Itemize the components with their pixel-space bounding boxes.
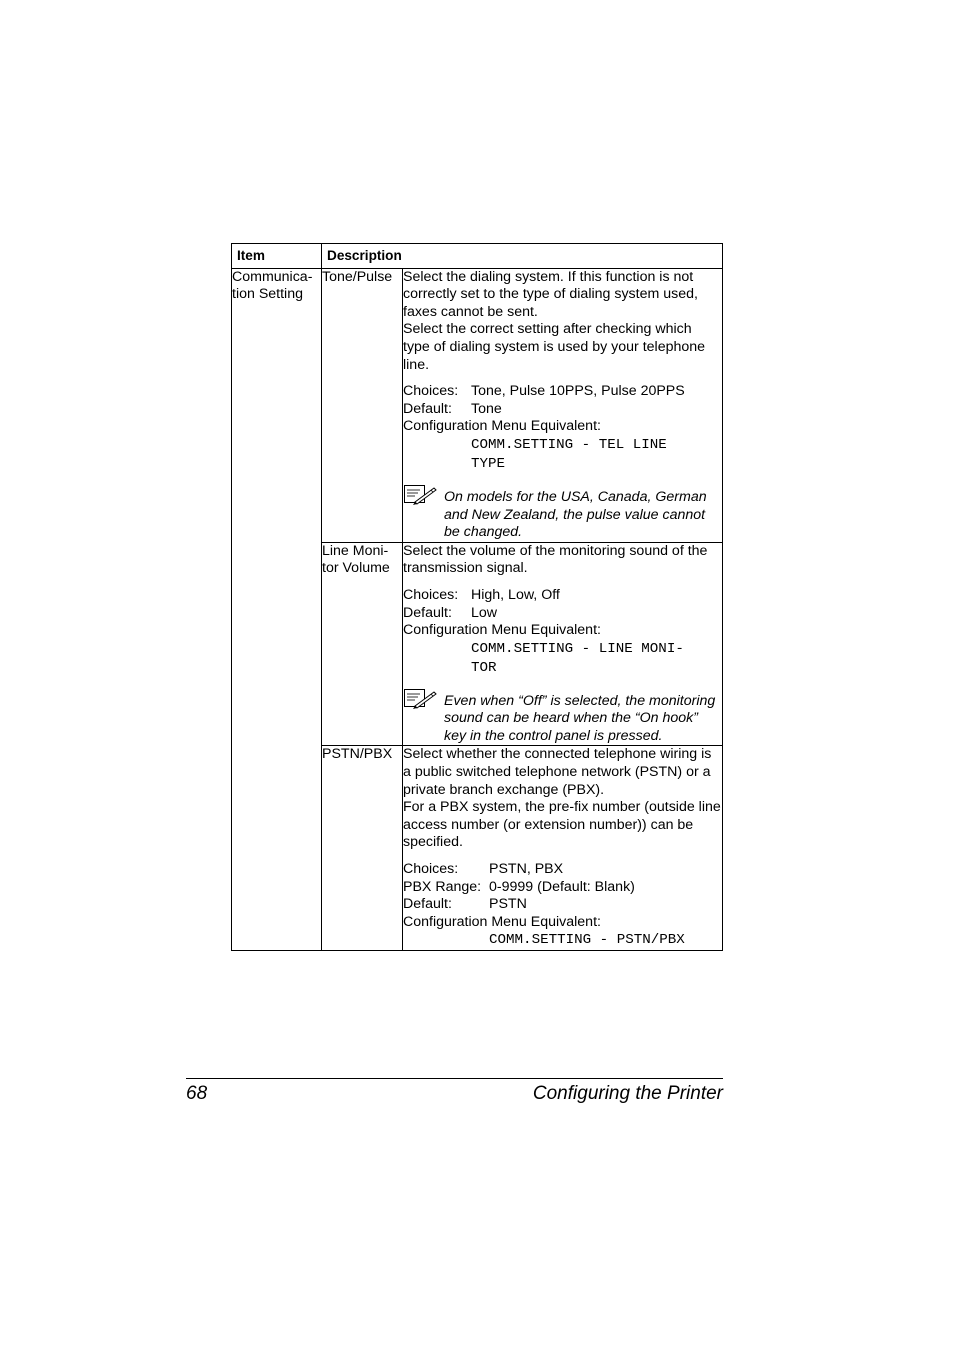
config-value: COMM.SETTING - LINE MONI- xyxy=(471,640,684,657)
range-label: PBX Range: xyxy=(403,878,482,895)
row-name: Line Moni- tor Volume xyxy=(322,542,403,746)
default-label: Default: xyxy=(403,400,452,417)
row-description xyxy=(403,746,723,951)
settings-table xyxy=(231,243,723,951)
choices-value: High, Low, Off xyxy=(471,586,560,603)
note xyxy=(403,687,722,746)
description-text: Select whether the connected telephone wiring is a public switched telephone network (PSTN) or a private branch exchange (PBX). xyxy=(403,746,712,798)
default-value: Tone xyxy=(471,400,502,417)
description-text: For a PBX system, the pre-fix number (outside line access number (or extension number)) can be specified. xyxy=(403,799,721,851)
default-line xyxy=(403,896,722,914)
header-item: Item xyxy=(232,244,322,269)
note-pencil-icon xyxy=(403,483,444,542)
config-value: TOR xyxy=(471,659,497,676)
table-row xyxy=(232,268,723,542)
note-pencil-icon xyxy=(403,687,444,746)
row-description xyxy=(403,542,723,746)
choices-label: Choices: xyxy=(403,861,459,878)
row-name: Tone/Pulse xyxy=(322,268,403,542)
note-text: Even when “Off” is selected, the monitoring sound can be heard when the “On hook” key in the control panel is pressed. xyxy=(444,692,716,744)
row-name: PSTN/PBX xyxy=(322,746,403,951)
config-label: Configuration Menu Equivalent: xyxy=(403,622,601,639)
config-label: Configuration Menu Equivalent: xyxy=(403,418,601,435)
default-value: PSTN xyxy=(489,896,527,913)
config-value: COMM.SETTING - PSTN/PBX xyxy=(489,932,685,949)
note xyxy=(403,483,722,542)
range-value: 0-9999 (Default: Blank) xyxy=(489,878,635,895)
choices-line xyxy=(403,587,722,605)
description-text: Select the correct setting after checking which type of dialing system is used by your telephone line. xyxy=(403,321,706,373)
choices-line xyxy=(403,861,722,879)
choices-label: Choices: xyxy=(403,586,459,603)
choices-value: Tone, Pulse 10PPS, Pulse 20PPS xyxy=(471,383,685,400)
default-line xyxy=(403,605,722,623)
default-value: Low xyxy=(471,604,498,621)
choices-line xyxy=(403,383,722,401)
description-text: Select the volume of the monitoring sound of the transmission signal. xyxy=(403,542,708,577)
config-label: Configuration Menu Equivalent: xyxy=(403,913,601,930)
footer-rule xyxy=(186,1078,723,1079)
default-label: Default: xyxy=(403,896,452,913)
group-label: Communica- tion Setting xyxy=(232,268,322,951)
table-header-row xyxy=(232,244,723,269)
default-line xyxy=(403,401,722,419)
row-description xyxy=(403,268,723,542)
range-line xyxy=(403,879,722,897)
description-text: Select the dialing system. If this function is not correctly set to the type of dialing system used, faxes cannot be sent. xyxy=(403,268,698,320)
choices-label: Choices: xyxy=(403,383,459,400)
chapter-title: Configuring the Printer xyxy=(532,1083,723,1104)
header-description: Description xyxy=(322,244,723,269)
page-number: 68 xyxy=(186,1083,208,1104)
config-value: COMM.SETTING - TEL LINE xyxy=(471,436,667,453)
default-label: Default: xyxy=(403,604,452,621)
choices-value: PSTN, PBX xyxy=(489,861,564,878)
config-value: TYPE xyxy=(471,455,506,472)
note-text: On models for the USA, Canada, German and New Zealand, the pulse value cannot be changed. xyxy=(444,488,707,541)
